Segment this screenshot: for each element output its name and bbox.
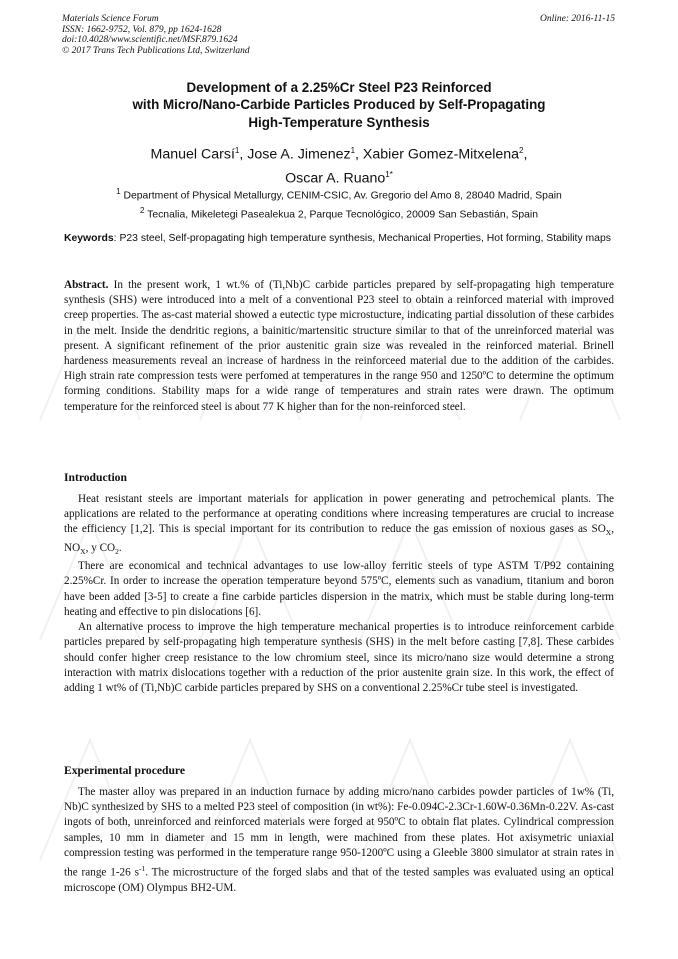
journal-metadata (62, 14, 250, 56)
author-affil-mark: 1 (350, 146, 356, 155)
author-list: Manuel Carsí$^1$, Jose A. Jimenez$^1$, Xabier Gomez-Mitxelena$^2$, Oscar A. Ruano$^{1*}$ (150, 146, 528, 187)
author-name: Manuel Carsí (150, 146, 235, 163)
affiliation: Tecnalia, Mikeletegi Pasealekua 2, Parque Tecnológico, 20009 San Sebastián, Spain (147, 209, 539, 221)
author-name: Jose A. Jimenez (247, 146, 351, 163)
online-date: Online: 2016-11-15 (539, 14, 615, 24)
paragraph: The master alloy was prepared in an induction furnace by adding micro/nano carbides powder particles of 1w% (Ti, Nb)C synthesized by SHS to a melted P23 steel of composition (in wt%): Fe-0.094C-2.3Cr-1.60W-0.36Mn-0.22V. As-cast ingots of both, unreinforced and reinforced materials were forged at 950ºC to obtain flat plates. Cylindrical compression samples, 10 mm in diameter and 15 mm in length, were machined from these plates. Hot axisymetric uniaxial compression testing was performed in the temperature range 950-1200ºC using a Gleeble 3800 simulator at strain rates in the range 1-26 $s^{-1}$. The microstructure of the forged slabs and that of the tested samples was evaluated using an optical microscope (OM) Olympus BH2-UM. (64, 786, 615, 894)
affiliation: Department of Physical Metallurgy, CENIM-CSIC, Av. Gregorio del Amo 8, 28040 Madrid, Spain (123, 190, 562, 202)
journal-name: Materials Science Forum (62, 14, 159, 24)
issn: ISSN: 1662-9752, Vol. 879, pp 1624-1628 (62, 24, 222, 35)
abstract-label: Abstract. (64, 279, 109, 291)
keywords-label: Keywords (64, 233, 114, 244)
doi: doi:10.4028/www.scientific.net/MSF.879.1624 (62, 35, 238, 46)
title-line: High-Temperature Synthesis (248, 114, 430, 130)
paragraph: Heat resistant steels are important materials for application in power generating and petrochemical plants. The applications are related to the performance at operating conditions where increasing temperatures are crucial to increase the efficiency [1,2]. This is special important for its contribution to reduce the gas emission of noxious gases as $SO_X$, $NO_X$, y $CO_2$. (64, 493, 614, 557)
paragraph: An alternative process to improve the high temperature mechanical properties is to introduce reinforcement carbide particles prepared by self-propagating high temperature synthesis (SHS) in the melt before casting [7,8]. These carbides should confer higher creep resistance to the low chromium steel, since its micro/nano size would determine a strong interaction with matrix dislocations together with a reduction of the prior austenite grain size. In this work, the effect of adding 1 wt% of (Ti,Nb)C carbide particles prepared by SHS on a conventional 2.25%Cr tube steel is investigated. (64, 621, 614, 694)
affiliations (40, 184, 638, 223)
author-affil-mark: 2 (519, 146, 524, 155)
keywords (64, 231, 614, 246)
author-name: Xabier Gomez-Mitxelena (362, 146, 520, 163)
title-line: with Micro/Nano-Carbide Particles Produced by Self-Propagating (132, 97, 546, 113)
paper-title (40, 79, 638, 131)
author-name: Oscar A. Ruano (285, 170, 386, 187)
keywords-text: : P23 steel, Self-propagating high temperature synthesis, Mechanical Properties, Hot forming, Stability maps (113, 233, 611, 244)
introduction-body (64, 492, 614, 696)
affil-number: 2 (139, 206, 145, 216)
author-affil-mark: 1 (234, 146, 240, 155)
paragraph: There are economical and technical advantages to use low-alloy ferritic steels of type ASTM T/P92 containing 2.25%Cr. In order to increase the operation temperature beyond 575ºC, elements such as vanadium, titanium and boron have been added [3-5] to create a fine carbide particles dispersion in the matrix, which must be stable during long-term heating and effective to pin dislocations [6]. (64, 560, 614, 618)
affil-number: 1 (116, 187, 121, 196)
abstract-text: In the present work, 1 wt.% of (Ti,Nb)C carbide particles prepared by self-propagating high temperature synthesis (SHS) were introduced into a melt of a conventional P23 steel to obtain a reinforced material with improved creep properties. The as-cast material showed a eutectic type microstucture, indicating partial dissolution of these carbides in the melt. Inside the dendritic regions, a bainitic/martensitic structure similar to that of the unreinforced material was present. A significant refinement of the prior austenitic grain size was revealed in the reinforced material. Brinell hardeness measurements reveal an increase of hardness in the reinforceed material due to the addition of the carbides. High strain rate compression tests were perfomed at temperatures in the range 950 and 1250ºC to determine the optimum forming conditions. Stability maps for a wide range of temperatures and strain rates were drawn. The optimum temperature for the reinforced steel is about 77 K higher than for the non-reinforced steel. (64, 279, 614, 413)
abstract (64, 278, 614, 415)
section-heading-introduction: Introduction (64, 471, 127, 484)
copyright: © 2017 Trans Tech Publications Ltd, Switzerland (62, 45, 250, 56)
experimental-body (64, 785, 614, 896)
author-affil-mark: 1* (385, 169, 393, 179)
title-line: Development of a 2.25%Cr Steel P23 Reinforced (186, 80, 492, 95)
section-heading-experimental: Experimental procedure (64, 764, 185, 777)
